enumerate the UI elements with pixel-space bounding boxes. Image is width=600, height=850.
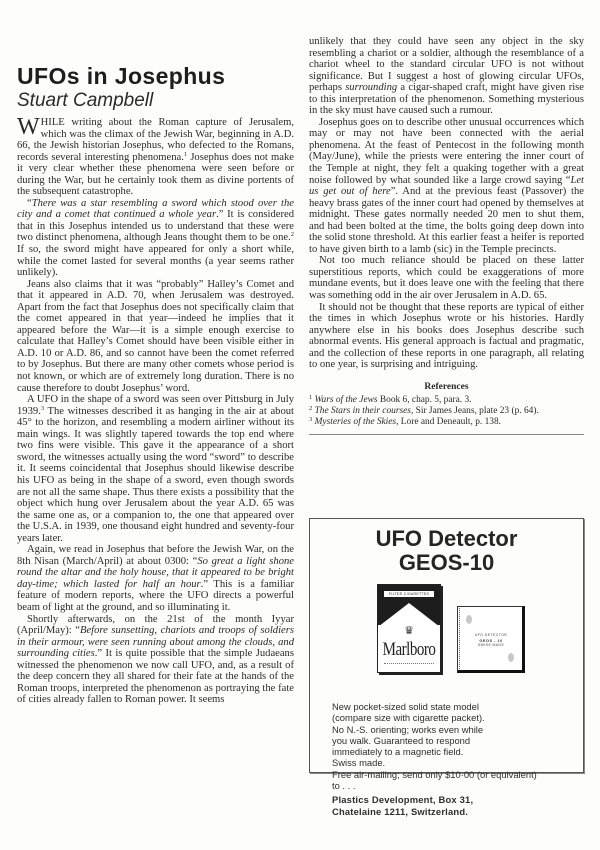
article-left-column [17,0,294,706]
divider [309,434,584,435]
crowd-quote: Let us get out of here [309,174,584,198]
paragraph-10: It should not be thought that these reports are typical of either the times in which Josephus wrote or his histories. Hardly anywhere else in his books does Josephus describe such abnormal events. His general approach is factual and pragmatic, and the collection of these reports in one paragraph, all relating to one year, is surprising and intriguing. [309,301,584,371]
chariots-quote: Before sunsetting, chariots and troops of soldiers in their armour, were seen running about among the clouds, and surrounding cities [17,625,294,660]
paragraph-1: WHILE writing about the Roman capture of Jerusalem, which was the climax of the Jewish War, beginning in A.D. 66, the Jewish historian Josephus, who defected to the Romans, records several interesting phenomena.$^1$ Josephus does not make it very clear whether these phenomena were seen before or during the War, but he certainly took them as divine portents of the subsequent catastrophe. [17,114,294,198]
advert-product-photo [310,575,583,701]
paragraph-4: A UFO in the shape of a sword was seen over Pittsburg in July 1939.$^3$ The witnesses described it as hanging in the air at about 45° to the horizon, and resembling a modern airliner without its main wings. It was slightly tapered towards the top end where two fins were visible. This gave it the appearance of a short sword, the witnesses actually using the word “sword” to describe it. It seems coincidental that Josephus should likewise describe his UFO as being in the shape of a sword, even though swords are not all the same shape. Thus there exists a possibility that the object which hung over Jerusalem about the year A.D. 65 was the same one as, or a companion to, the one that appeared over the U.S.A. in 1939, one thousand eight hundred and seventy-four years later. [17,394,294,544]
thumbprint-icon [508,653,514,662]
article-author: Stuart Campbell [17,90,154,111]
advert-body: New pocket-sized solid state model (compare size with cigarette packet). No N.-S. orienting; works even while you walk. Guaranteed to respond immediately to a magnetic field. Swiss made. Free air-mailing; send only $10·00 (or equivalent) to . . . Plastics Development, Box 31, Chatelaine 1211, Switzerland. [310,701,583,817]
advert-title: UFO Detector GEOS-10 [375,526,518,575]
footnote-ref-1: 1 [183,150,188,158]
pack-brand: Marlboro [382,640,436,660]
paragraph-2: “There was a star resembling a sword which stood over the city and a comet that continued a whole year.” It is considered that in this Josephus intended us to understand that these were two distinct phenomena, although Jeans thought them to be one.$^2$ If so, the sword might have appeared for only a short while, while the comet lasted for several months (a year seems rather unlikely). [17,197,294,279]
crest-icon: ♛ [404,625,414,637]
device-label: UFO DETECTOR GEOS - 10 SWISS MADE [474,633,508,647]
ufo-detector-device-image [457,606,525,673]
article-right-column [309,36,584,435]
paragraph-3: Jeans also claims that it was “probably” Halley’s Comet and that it appeared in A.D. 70, when Jerusalem was destroyed. Apart from the fact that Josephus does not specifically claim that the comet appeared in that year—indeed he implies that it appeared before the War—it is a simple enough exercise to calculate that Halley’s Comet should have been visible either in A.D. 10 or A.D. 86, and so cannot have been the comet referred to by Josephus. But there are many other comets whose period is not known, or which are of extremely long duration. There is no cause therefore to doubt Josephus’ word. [17,278,294,394]
footnote-ref-2: 2 [290,231,294,239]
reference-item: $^3$ Mysteries of the Skies, Lore and Deneault, p. 138. [309,415,502,427]
drop-cap: W [17,114,40,140]
references-heading: References [424,381,469,392]
light-quote: So great a light shone round the altar and the holy house, that it appeared to be bright day-time; which lasted for half an hour [17,555,294,590]
ufo-detector-advert [309,518,584,817]
cigarette-packet-image: FILTER CIGARETTES ♛ Marlboro [377,584,441,673]
paragraph-6: Shortly afterwards, on the 21st of the month Iyyar (April/May): “Before sunsetting, chariots and troops of soldiers in their armour, were seen running about among the clouds, and surrounding cities.” It is quite possible that the simple Judaeans witnessed the phenomenon we now call UFO, and, as a result of the deep concern they all shared for their fate at the hands of the Roman troops, interpreted the phenomenon as portraying the fate of cities already fallen to Roman power. It seems [17,613,294,706]
reference-item: $^1$ Wars of the Jews Book 6, chap. 5, para. 3. [309,394,472,406]
footnote-ref-3: 3 [40,404,45,412]
sword-quote: There was a star resembling a sword which stood over the city and a comet that continued a whole year [17,197,294,221]
reference-item: $^2$ The Stars in their courses, Sir James Jeans, plate 23 (p. 64). [309,405,539,416]
paragraph-9: Not too much reliance should be placed on these latter superstitious reports, which could be exaggerations of more mundane events, but it does leave one with the feeling that there was something odd in the air over Jerusalem in A.D. 65. [309,255,584,302]
paragraph-8: Josephus goes on to describe other unusual occurrences which may or may not have been connected with the aerial phenomena. At the feast of Pentecost in the following month (May/June), while the priests were entering the inner court of the Temple at night, they felt a quaking together with a great noise followed by what sounded like a large crowd saying “Let us get out of here”. And at the previous feast (Passover) the heavy brass gates of the inner court had opened by themselves at midnight. These gates normally needed 20 men to shut them, and had been bolted at the time, the bolts going deep down into the solid stone threshold. At this earlier feast a heifer is reported to have given birth to a lamb (sic) in the Temple precincts. [309,116,584,255]
paragraph-5: Again, we read in Josephus that before the Jewish War, on the 8th Nisan (March/April) at about 0300: “So great a light shone round the altar and the holy house, that it appeared to be bright day-time; which lasted for half an hour.” This is a familiar feature of modern reports, where the UFO directs a powerful beam of light at the ground, and so illuminating it. [17,544,294,613]
paragraph-7: unlikely that they could have seen any object in the sky resembling a chariot or a soldier, although the resemblance of a chariot wheel to the standard circular UFO is not without significance. But I suggest a host of glowing circular UFOs, perhaps surrounding a cigar-shaped craft, might have given rise to this interpretation of the phenomenon. Something mysterious in the sky must have caused such a rumour. [309,36,585,117]
advert-address: Plastics Development, Box 31, Chatelaine 1211, Switzerland. [332,794,474,817]
thumbprint-icon [466,615,472,624]
article-title: UFOs in Josephus [17,63,226,89]
